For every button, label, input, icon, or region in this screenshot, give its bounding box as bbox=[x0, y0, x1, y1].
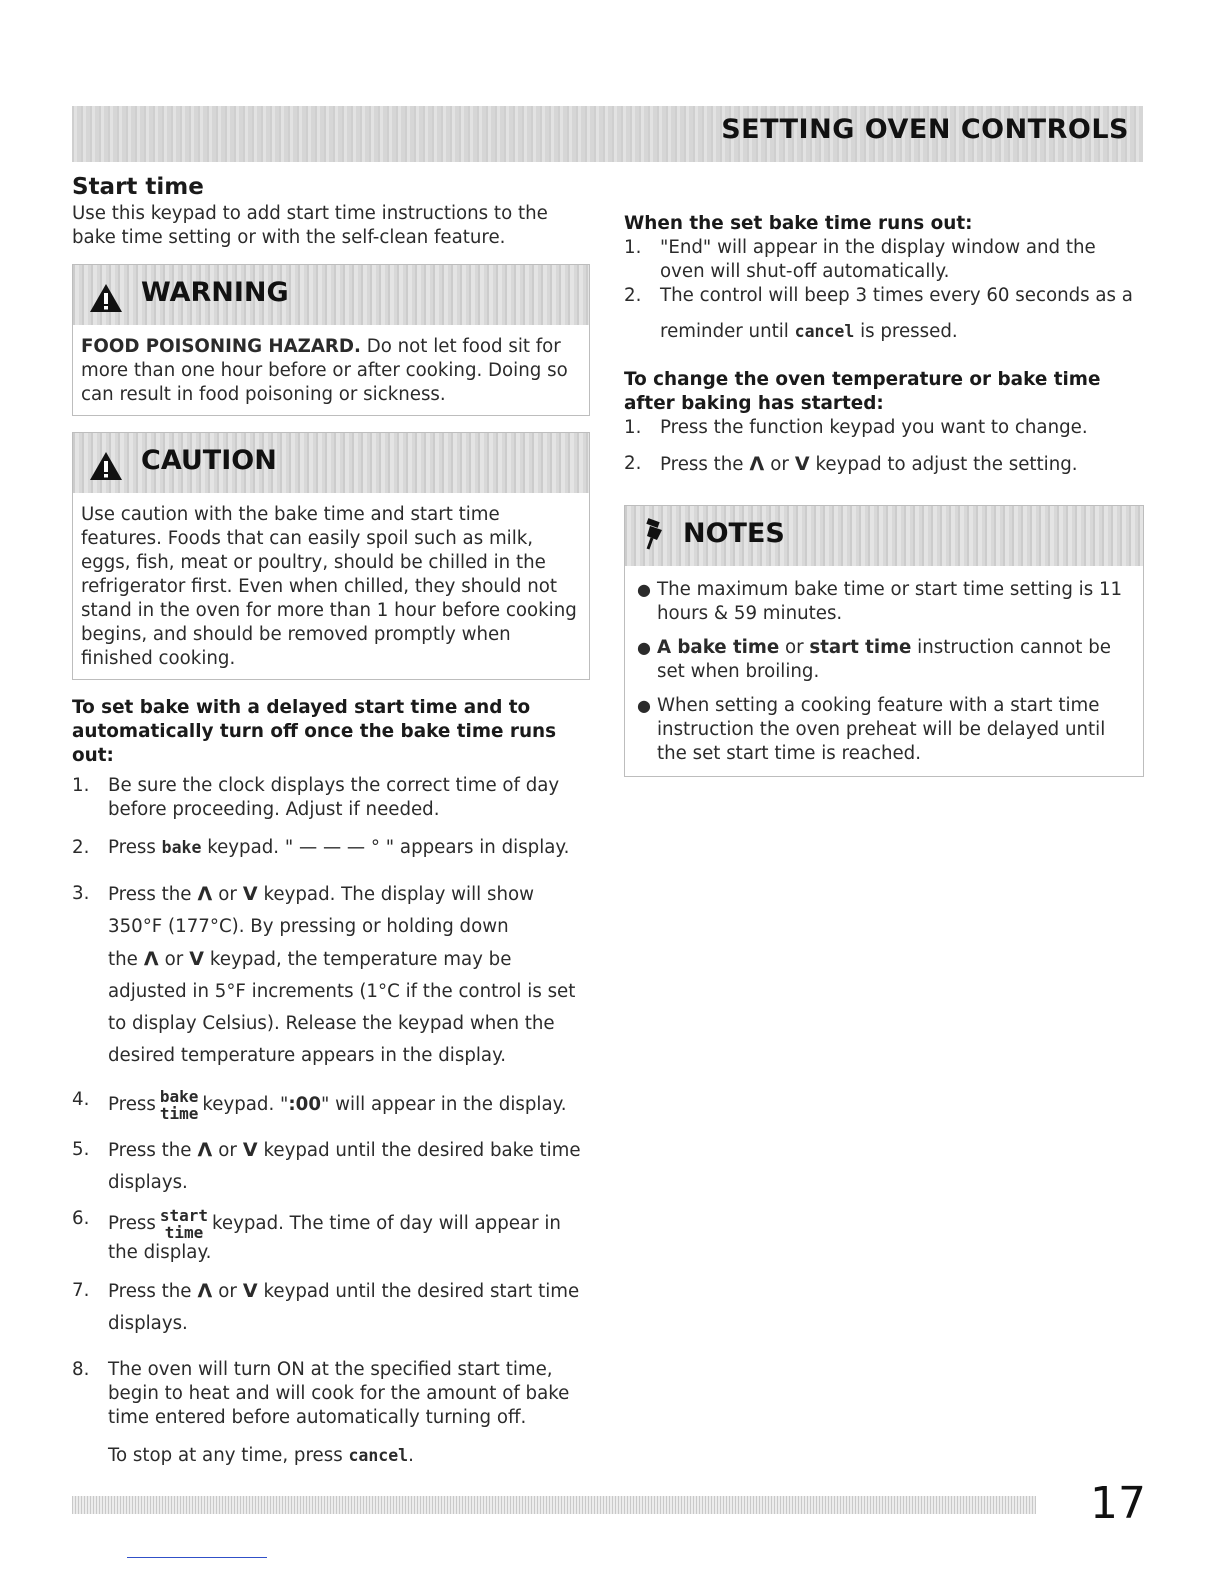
caution-box bbox=[72, 432, 590, 680]
step-number: 4. bbox=[72, 1089, 90, 1110]
step-text: The control will beep 3 times every 60 seconds as a reminder until bbox=[660, 285, 1133, 342]
down-arrow-icon: V bbox=[242, 1139, 258, 1161]
bullet-icon: ● bbox=[637, 696, 651, 715]
step-text: the bbox=[108, 949, 138, 970]
step-text: keypad. " bbox=[202, 1094, 289, 1115]
step-text: Press the bbox=[108, 1281, 192, 1302]
start-time-heading: Start time bbox=[72, 174, 204, 200]
step-text: keypad until the desired start time displays. bbox=[108, 1281, 580, 1334]
step-text: or bbox=[218, 1281, 237, 1302]
note-emphasis: start time bbox=[809, 637, 912, 658]
step-number: 6. bbox=[72, 1208, 90, 1229]
step-text: keypad. " — — — ° " appears in display. bbox=[207, 837, 570, 858]
note-text: instruction cannot be set when broiling. bbox=[657, 637, 1111, 682]
display-value: :00 bbox=[288, 1094, 321, 1115]
step-8 bbox=[72, 1358, 590, 1468]
step-text: Press the function keypad you want to change. bbox=[660, 417, 1088, 438]
notes-header bbox=[625, 506, 1143, 566]
step-7 bbox=[72, 1275, 590, 1340]
left-column bbox=[72, 174, 590, 1468]
key-top: start bbox=[159, 1206, 209, 1225]
note-3 bbox=[633, 694, 1135, 766]
step-3 bbox=[72, 878, 590, 1072]
step-text: To stop at any time, press bbox=[108, 1445, 343, 1466]
step-text: or bbox=[218, 884, 237, 905]
page-number: 17 bbox=[1090, 1478, 1146, 1529]
key-bottom: time bbox=[164, 1223, 204, 1242]
change-step-1 bbox=[624, 416, 1144, 440]
up-arrow-icon: Λ bbox=[197, 883, 213, 905]
note-2 bbox=[633, 636, 1135, 684]
delayed-start-heading: To set bake with a delayed start time and to automatically turn off once the bake time runs out: bbox=[72, 697, 557, 766]
key-bottom: time bbox=[159, 1104, 199, 1123]
warning-text bbox=[73, 325, 589, 415]
step-text: Press bbox=[108, 837, 156, 858]
warning-icon bbox=[89, 283, 123, 313]
step-text: Press bbox=[108, 1213, 156, 1234]
runs-out-step-1 bbox=[624, 236, 1144, 284]
up-arrow-icon: Λ bbox=[143, 948, 159, 970]
change-heading: To change the oven temperature or bake time after baking has started: bbox=[624, 369, 1101, 414]
caution-icon bbox=[89, 451, 123, 481]
delayed-start-steps bbox=[72, 774, 590, 1468]
down-arrow-icon: V bbox=[794, 453, 810, 475]
step-6 bbox=[72, 1207, 590, 1265]
page-title: SETTING OVEN CONTROLS bbox=[721, 114, 1129, 145]
step-text: is pressed. bbox=[860, 321, 958, 342]
step-1 bbox=[72, 774, 590, 822]
step-text: keypad, the temperature may be adjusted in 5°F increments (1°C if the control is set to display Celsius). Release the keypad when the desired temperature appears in the display. bbox=[108, 949, 576, 1066]
step-text: Be sure the clock displays the correct time of day before proceeding. Adjust if needed. bbox=[108, 775, 560, 820]
note-emphasis: A bake time bbox=[657, 637, 780, 658]
note-1 bbox=[633, 578, 1135, 626]
header-banner bbox=[72, 106, 1143, 162]
note-text: When setting a cooking feature with a start time instruction the oven preheat will be delayed until the set start time is reached. bbox=[657, 695, 1106, 764]
caution-label: CAUTION bbox=[141, 445, 277, 476]
start-time-key bbox=[160, 1207, 208, 1241]
warning-box bbox=[72, 264, 590, 416]
bake-key: bake bbox=[161, 838, 202, 857]
notes-label: NOTES bbox=[683, 518, 785, 549]
step-text: or bbox=[164, 949, 184, 970]
change-step-2 bbox=[624, 448, 1144, 481]
step-number: 1. bbox=[624, 237, 642, 258]
step-text: or bbox=[770, 454, 789, 475]
step-text: keypad. The time of day will appear in the display. bbox=[108, 1213, 561, 1263]
step-text: . bbox=[408, 1445, 414, 1466]
change-steps bbox=[624, 416, 1144, 481]
step-text: keypad. The display will show 350°F (177°C). By pressing or holding down bbox=[108, 884, 534, 937]
cancel-key: cancel bbox=[348, 1446, 409, 1465]
cancel-key: cancel bbox=[794, 322, 855, 341]
step-number: 3. bbox=[72, 883, 90, 904]
step-2 bbox=[72, 836, 590, 860]
runs-out-heading: When the set bake time runs out: bbox=[624, 213, 973, 234]
stop-instruction bbox=[108, 1444, 590, 1468]
notes-body bbox=[625, 566, 1143, 776]
note-text: or bbox=[779, 637, 810, 658]
down-arrow-icon: V bbox=[242, 883, 258, 905]
runs-out-steps bbox=[624, 236, 1144, 350]
step-text: "End" will appear in the display window and the oven will shut-off automatically. bbox=[660, 237, 1096, 282]
down-arrow-icon: V bbox=[189, 948, 204, 970]
notes-list bbox=[633, 578, 1135, 766]
step-text: or bbox=[218, 1140, 237, 1161]
step-number: 2. bbox=[624, 285, 642, 306]
step-number: 5. bbox=[72, 1139, 90, 1160]
step-text: keypad until the desired bake time displays. bbox=[108, 1140, 581, 1193]
up-arrow-icon: Λ bbox=[197, 1139, 213, 1161]
key-top: bake bbox=[159, 1087, 199, 1106]
warning-header bbox=[73, 265, 589, 325]
notes-box bbox=[624, 505, 1144, 777]
caution-header bbox=[73, 433, 589, 493]
warning-body: Do not let food sit for more than one hour before or after cooking. Doing so can result in food poisoning or sickness. bbox=[81, 336, 568, 405]
warning-lead: FOOD POISONING HAZARD. bbox=[81, 336, 361, 357]
warning-label: WARNING bbox=[141, 277, 289, 308]
step-5 bbox=[72, 1134, 590, 1199]
bullet-icon: ● bbox=[637, 580, 651, 599]
step-text: keypad to adjust the setting. bbox=[815, 454, 1078, 475]
up-arrow-icon: Λ bbox=[749, 453, 765, 475]
note-text: The maximum bake time or start time setting is 11 hours & 59 minutes. bbox=[657, 579, 1123, 624]
step-number: 1. bbox=[624, 417, 642, 438]
footer-bar bbox=[72, 1496, 1036, 1514]
step-text: Press bbox=[108, 1094, 156, 1115]
step-number: 2. bbox=[72, 837, 90, 858]
divider bbox=[127, 1557, 267, 1558]
step-text: " will appear in the display. bbox=[321, 1094, 567, 1115]
step-number: 1. bbox=[72, 775, 90, 796]
step-text: Press the bbox=[108, 884, 192, 905]
caution-text: Use caution with the bake time and start time features. Foods that can easily spoil such as milk, eggs, fish, meat or poultry, should be chilled in the refrigerator first. Even when chilled, they should not stand in the oven for more than 1 hour before cooking begins, and should be removed promptly when finished cooking. bbox=[81, 504, 577, 669]
step-text: Press the bbox=[660, 454, 744, 475]
step-4 bbox=[72, 1088, 590, 1122]
right-column bbox=[624, 212, 1144, 777]
bullet-icon: ● bbox=[637, 638, 651, 657]
up-arrow-icon: Λ bbox=[197, 1280, 213, 1302]
step-text: Press the bbox=[108, 1140, 192, 1161]
bake-time-key bbox=[160, 1088, 199, 1122]
start-time-intro: Use this keypad to add start time instructions to the bake time setting or with the self-clean feature. bbox=[72, 203, 548, 248]
runs-out-step-2 bbox=[624, 278, 1144, 350]
step-number: 8. bbox=[72, 1359, 90, 1380]
step-number: 7. bbox=[72, 1280, 90, 1301]
step-number: 2. bbox=[624, 453, 642, 474]
down-arrow-icon: V bbox=[242, 1280, 258, 1302]
pushpin-icon bbox=[643, 518, 669, 550]
step-text: The oven will turn ON at the specified start time, begin to heat and will cook for the amount of bake time entered before automatically turning off. bbox=[108, 1359, 570, 1428]
